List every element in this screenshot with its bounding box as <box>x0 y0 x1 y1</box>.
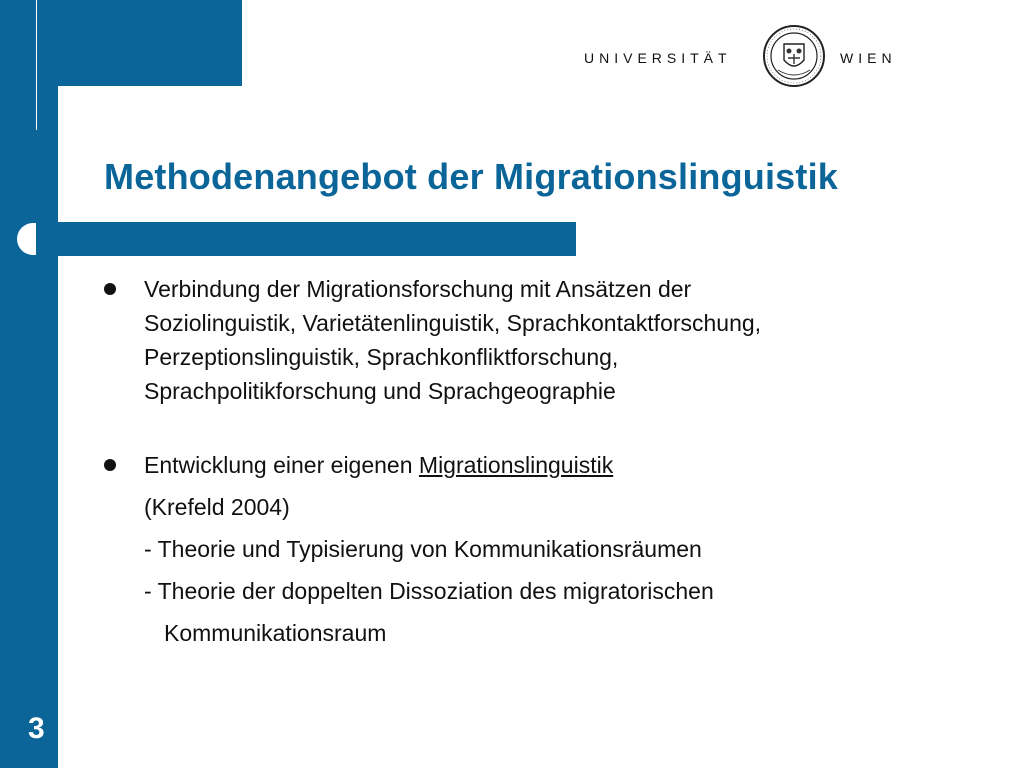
bullet-prefix: Entwicklung einer eigenen <box>144 452 419 478</box>
logo-text-left: UNIVERSITÄT <box>584 50 732 66</box>
vertical-line-decoration <box>36 0 37 130</box>
corner-curve-decoration <box>58 86 118 146</box>
slide-title: Methodenangebot der Migrationslinguistik <box>104 156 839 197</box>
slide-content <box>104 272 964 650</box>
underlined-term: Migrationslinguistik <box>418 452 614 478</box>
bullet-line: Sprachpolitikforschung und Sprachgeographie <box>144 378 616 404</box>
bullet-line: - Theorie und Typisierung von Kommunikationsräumen <box>144 536 702 562</box>
bullet-dot-icon <box>104 283 116 295</box>
bullet-line: Perzeptionslinguistik, Sprachkonfliktforschung, <box>144 344 619 370</box>
bullet-item <box>104 272 964 408</box>
bullet-line: - Theorie der doppelten Dissoziation des migratorischen <box>144 578 714 604</box>
top-corner-decoration <box>36 0 242 86</box>
bullet-item <box>104 448 964 650</box>
bullet-line: (Krefeld 2004) <box>144 494 290 520</box>
bullet-line: Kommunikationsraum <box>164 620 387 646</box>
bullet-dot-icon <box>104 459 116 471</box>
logo-text-right: WIEN <box>840 50 897 66</box>
bullet-first-line <box>144 448 964 482</box>
university-logo <box>584 24 906 94</box>
page-number: 3 <box>28 712 45 745</box>
bullet-line: Verbindung der Migrationsforschung mit Ansätzen der <box>144 276 692 302</box>
left-sidebar-decoration <box>0 0 58 768</box>
bullet-line: Soziolinguistik, Varietätenlinguistik, Sprachkontaktforschung, <box>144 310 762 336</box>
title-underline-bar <box>48 222 576 256</box>
university-seal-icon <box>762 24 826 88</box>
